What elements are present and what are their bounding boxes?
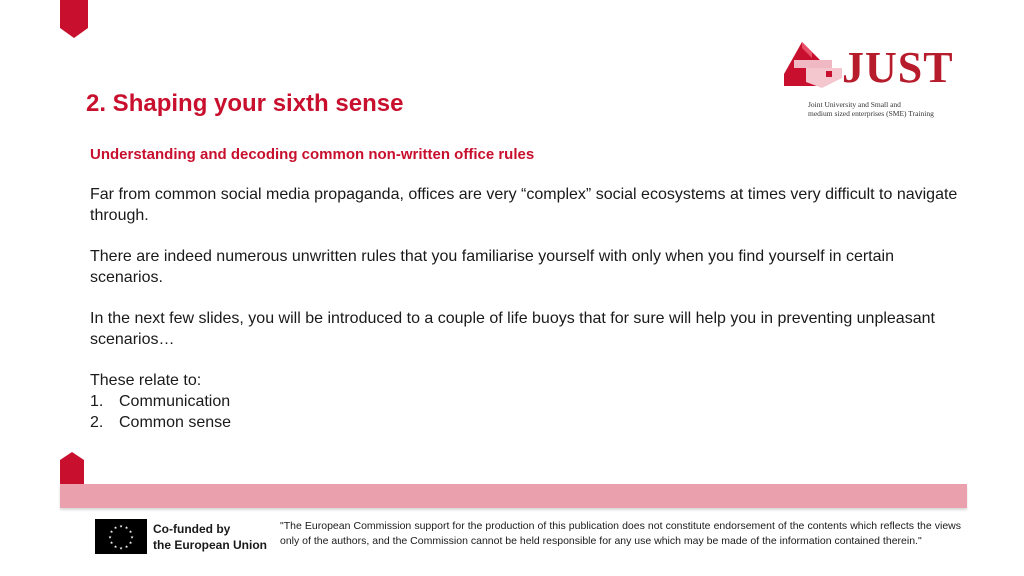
footer-bookmark-shape: [60, 452, 84, 486]
logo-subtitle-line-2: medium sized enterprises (SME) Training: [808, 109, 934, 118]
list-item-text: Common sense: [119, 414, 232, 431]
svg-text:★: ★: [108, 534, 112, 540]
svg-text:★: ★: [113, 543, 118, 549]
footer-band: [60, 484, 967, 508]
eu-cofunded-label: [153, 521, 267, 553]
just-logo: [782, 38, 972, 120]
paragraph-relate-to: These relate to:: [90, 372, 202, 389]
section-subheading: Understanding and decoding common non-written office rules: [90, 146, 535, 163]
eu-disclaimer: "The European Commission support for the production of this publication does not constitute endorsement of the contents which reflects the views only of the authors, and the Commission cannot be held responsible for any use which may be made of the information contained therein.": [280, 520, 961, 547]
list-item: [90, 412, 970, 433]
list-item-number: 2.: [90, 414, 104, 431]
svg-text:★: ★: [128, 528, 133, 534]
svg-text:★: ★: [124, 524, 129, 530]
logo-subtitle: [808, 100, 934, 118]
slide-body: [90, 146, 970, 433]
svg-text:★: ★: [124, 543, 129, 549]
eu-label-line-1: Co-funded by: [153, 522, 231, 536]
svg-text:★: ★: [130, 534, 134, 540]
logo-subtitle-line-1: Joint University and Small and: [808, 100, 901, 109]
corner-bookmark-shape: [60, 0, 88, 38]
logo-wordmark: JUST: [842, 43, 954, 92]
paragraph-office-ecosystems: Far from common social media propaganda, offices are very “complex” social ecosystems at times very difficult to navigate through.: [90, 186, 958, 224]
list-item-number: 1.: [90, 393, 104, 410]
eu-label-line-2: the European Union: [153, 538, 267, 552]
list-item-text: Communication: [119, 393, 231, 410]
svg-text:★: ★: [119, 523, 123, 529]
svg-text:★: ★: [113, 524, 118, 530]
paragraph-life-buoys: In the next few slides, you will be introduced to a couple of life buoys that for sure will help you in preventing unpleasant scenarios…: [90, 310, 935, 348]
svg-text:★: ★: [109, 539, 114, 545]
svg-text:★: ★: [119, 545, 123, 551]
svg-text:★: ★: [128, 539, 133, 545]
eu-flag-icon: [95, 519, 147, 554]
svg-text:★: ★: [109, 528, 114, 534]
topics-list: [90, 391, 970, 433]
slide-title: 2. Shaping your sixth sense: [86, 90, 404, 117]
paragraph-unwritten-rules: There are indeed numerous unwritten rules that you familiarise yourself with only when you find yourself in certain scenarios.: [90, 248, 894, 286]
list-item: [90, 391, 970, 412]
